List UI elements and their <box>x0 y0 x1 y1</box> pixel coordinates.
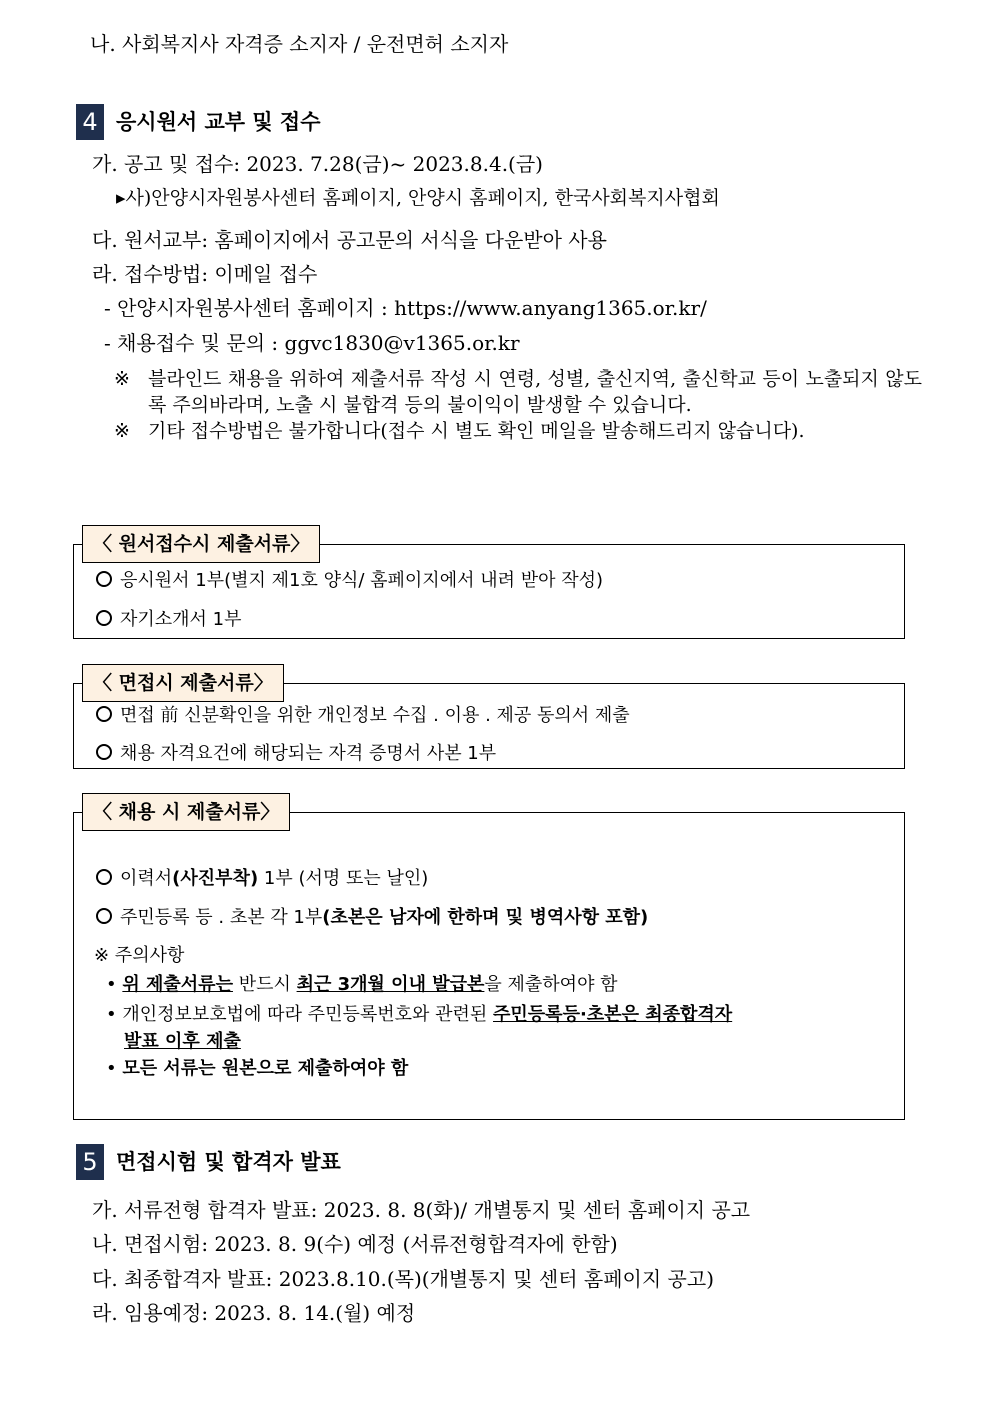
hiring-documents-label: 〈 채용 시 제출서류〉 <box>82 793 290 831</box>
final-announcement: 다. 최종합격자 발표: 2023.8.10.(목)(개별통지 및 센터 홈페이지 공고) <box>92 1267 714 1291</box>
section-5-title: 면접시험 및 합격자 발표 <box>116 1150 341 1174</box>
caution-item: • 개인정보보호법에 따라 주민등록번호와 관련된 주민등록등·초본은 최종합격자 <box>106 1004 733 1025</box>
caution-item: • 위 제출서류는 반드시 최근 3개월 이내 발급본을 제출하여야 함 <box>106 974 618 995</box>
note-1-mark: ※ <box>114 368 130 390</box>
appointment-date: 라. 임용예정: 2023. 8. 14.(월) 예정 <box>92 1301 416 1325</box>
caution-item: • 모든 서류는 원본으로 제출하여야 함 <box>106 1058 409 1079</box>
interview-date: 나. 면접시험: 2023. 8. 9(수) 예정 (서류전형합격자에 한함) <box>92 1232 618 1256</box>
list-item: 자기소개서 1부 <box>96 607 242 633</box>
circle-bullet-icon <box>96 744 112 760</box>
circle-bullet-icon <box>96 908 112 924</box>
section-4-number: 4 <box>76 104 104 140</box>
contact-email-line: - 채용접수 및 문의 : ggvc1830@v1365.or.kr <box>104 331 520 355</box>
circle-bullet-icon <box>96 571 112 587</box>
application-method: 라. 접수방법: 이메일 접수 <box>92 262 318 286</box>
document-pass-announcement: 가. 서류전형 합격자 발표: 2023. 8. 8(화)/ 개별통지 및 센터 홈페이지 공고 <box>92 1198 751 1222</box>
note-2-mark: ※ <box>114 420 130 442</box>
caution-heading: ※ 주의사항 <box>94 945 185 966</box>
circle-bullet-icon <box>96 610 112 626</box>
announce-period: 가. 공고 및 접수: 2023. 7.28(금)~ 2023.8.4.(금) <box>92 152 543 176</box>
circle-bullet-icon <box>96 706 112 722</box>
circle-bullet-icon <box>96 869 112 885</box>
list-item: 채용 자격요건에 해당되는 자격 증명서 사본 1부 <box>96 741 496 767</box>
application-documents-label: 〈 원서접수시 제출서류〉 <box>82 525 320 563</box>
other-method-note: 기타 접수방법은 불가합니다(접수 시 별도 확인 메일을 발송해드리지 않습니다). <box>148 420 805 442</box>
caution-item-continued: 발표 이후 제출 <box>124 1031 241 1052</box>
section-5-number: 5 <box>76 1144 104 1180</box>
interview-documents-label: 〈 면접시 제출서류〉 <box>82 664 284 702</box>
qualification-line: 나. 사회복지사 자격증 소지자 / 운전면허 소지자 <box>90 32 509 56</box>
blind-hiring-note: 블라인드 채용을 위하여 제출서류 작성 시 연령, 성별, 출신지역, 출신학교 등이 노출되지 않도록 주의바라며, 노출 시 불합격 등의 불이익이 발생할 수 있습니다. <box>148 368 922 416</box>
announce-sites: ▸사)안양시자원봉사센터 홈페이지, 안양시 홈페이지, 한국사회복지사협회 <box>116 187 720 209</box>
application-distribution: 다. 원서교부: 홈페이지에서 공고문의 서식을 다운받아 사용 <box>92 228 607 252</box>
center-homepage-line: - 안양시자원봉사센터 홈페이지 : https://www.anyang1365.or.kr/ <box>104 296 707 320</box>
list-item: 주민등록 등 . 초본 각 1부(초본은 남자에 한하며 및 병역사항 포함) <box>96 905 648 931</box>
list-item: 면접 前 신분확인을 위한 개인정보 수집 . 이용 . 제공 동의서 제출 <box>96 703 630 729</box>
section-4-title: 응시원서 교부 및 접수 <box>116 110 321 134</box>
list-item: 응시원서 1부(별지 제1호 양식/ 홈페이지에서 내려 받아 작성) <box>96 568 603 594</box>
list-item: 이력서(사진부착) 1부 (서명 또는 날인) <box>96 866 428 892</box>
